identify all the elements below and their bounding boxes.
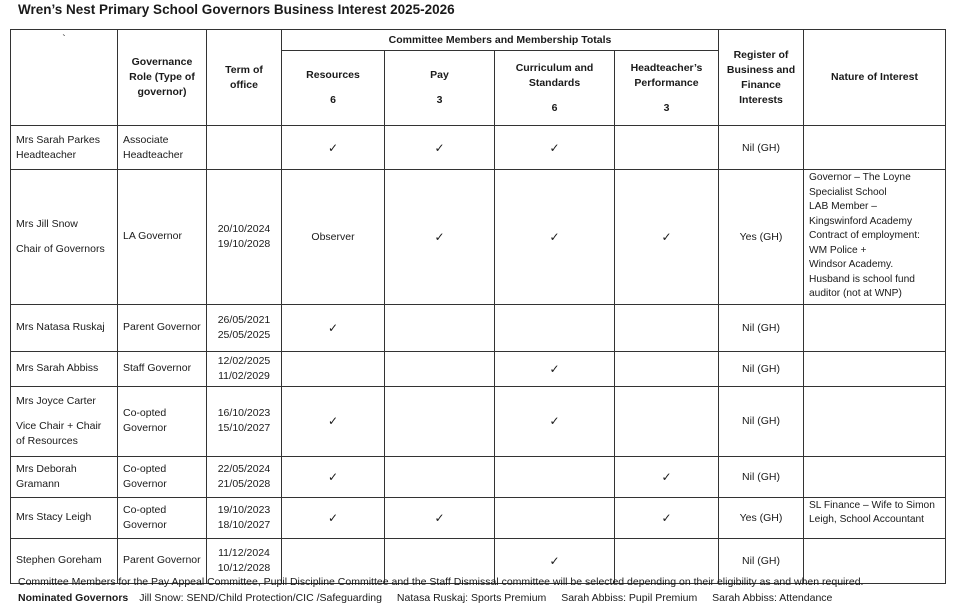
term-start: 26/05/2021 <box>217 313 271 326</box>
resources-membership <box>282 351 385 386</box>
governor-name: Mrs Stacy Leigh <box>16 511 92 523</box>
nominated-governors <box>18 592 844 604</box>
governance-role: LA Governor <box>118 170 207 305</box>
governor-position: Headteacher <box>16 148 77 161</box>
curriculum-membership: ✓ <box>495 351 615 386</box>
register-interest: Nil (GH) <box>719 538 804 583</box>
register-interest: Nil (GH) <box>719 126 804 170</box>
term-of-office <box>207 351 282 386</box>
committee-name: Curriculum and Standards <box>515 61 594 89</box>
governance-role: Associate Headteacher <box>118 126 207 170</box>
committee-header-resources <box>282 51 385 126</box>
term-header: Term of office <box>207 30 282 126</box>
nature-line: Contract of employment: <box>809 230 920 241</box>
curriculum-membership: ✓ <box>495 386 615 456</box>
term-end: 11/02/2029 <box>218 369 270 382</box>
term-start: 20/10/2024 <box>217 222 271 235</box>
term-of-office <box>207 170 282 305</box>
term-of-office <box>207 386 282 456</box>
resources-membership: ✓ <box>282 456 385 497</box>
register-interest: Yes (GH) <box>719 170 804 305</box>
register-interest: Nil (GH) <box>719 351 804 386</box>
nature-line: Governor – The Loyne <box>809 172 911 183</box>
term-of-office <box>207 456 282 497</box>
pay-membership: ✓ <box>385 170 495 305</box>
headteacher-performance-membership: ✓ <box>615 170 719 305</box>
committee-total: 3 <box>663 101 670 114</box>
nature-of-interest <box>804 126 946 170</box>
resources-membership: ✓ <box>282 304 385 351</box>
governor-name-cell <box>11 456 118 497</box>
resources-membership: Observer <box>282 170 385 305</box>
committee-total: 6 <box>551 101 558 114</box>
page-title: Wren’s Nest Primary School Governors Business Interest 2025-2026 <box>18 2 455 17</box>
governor-row <box>11 304 946 351</box>
committee-header-curriculum <box>495 51 615 126</box>
governor-name: Mrs Jill Snow <box>16 217 78 230</box>
resources-membership: ✓ <box>282 126 385 170</box>
governor-position: Vice Chair + Chair of Resources <box>16 419 102 447</box>
term-end: 25/05/2025 <box>217 328 271 341</box>
pay-membership <box>385 456 495 497</box>
nature-line: LAB Member – <box>809 201 877 212</box>
term-end: 18/10/2027 <box>217 518 271 531</box>
governance-role: Co-opted Governor <box>118 497 207 538</box>
headteacher-performance-membership <box>615 126 719 170</box>
governor-name-cell <box>11 386 118 456</box>
nature-of-interest <box>804 351 946 386</box>
term-end: 21/05/2028 <box>217 477 271 490</box>
nature-of-interest <box>804 386 946 456</box>
governor-name: Mrs Sarah Parkes <box>16 133 101 146</box>
resources-membership: ✓ <box>282 497 385 538</box>
governors-table <box>10 29 946 584</box>
term-start: 16/10/2023 <box>217 407 271 419</box>
headteacher-performance-membership: ✓ <box>615 497 719 538</box>
committee-name: Headteacher’s Performance <box>630 61 703 89</box>
term-of-office <box>207 497 282 538</box>
curriculum-membership <box>495 497 615 538</box>
nature-line: Specialist School <box>809 186 887 198</box>
headteacher-performance-membership <box>615 351 719 386</box>
corner-header: ` <box>11 30 118 126</box>
governor-row <box>11 126 946 170</box>
committee-total: 3 <box>436 94 443 106</box>
committee-total: 6 <box>330 94 336 106</box>
nominated-item: Natasa Ruskaj: Sports Premium <box>396 592 547 604</box>
register-interest: Yes (GH) <box>719 497 804 538</box>
headteacher-performance-membership: ✓ <box>615 456 719 497</box>
register-interest: Nil (GH) <box>719 386 804 456</box>
nominated-item: Sarah Abbiss: Pupil Premium <box>561 592 698 604</box>
nature-line: Windsor Academy. <box>809 259 894 270</box>
nature-of-interest <box>804 304 946 351</box>
nature-of-interest <box>804 497 946 538</box>
register-interest: Nil (GH) <box>719 304 804 351</box>
term-start: 19/10/2023 <box>217 503 271 516</box>
governor-name-cell <box>11 351 118 386</box>
curriculum-membership: ✓ <box>495 538 615 583</box>
register-interest: Nil (GH) <box>719 456 804 497</box>
footer-note: Committee Members for the Pay Appeal Committee, Pupil Discipline Committee and the Staff Dismissal committee will be selected depending on their eligibility as and when required. <box>18 576 864 588</box>
pay-membership <box>385 351 495 386</box>
governance-role: Staff Governor <box>118 351 207 386</box>
governance-role: Parent Governor <box>118 304 207 351</box>
governor-name: Mrs Deborah Gramann <box>16 462 77 490</box>
curriculum-membership: ✓ <box>495 170 615 305</box>
term-start: 11/12/2024 <box>218 546 270 559</box>
governor-name: Mrs Joyce Carter <box>16 394 96 407</box>
committee-header-pay <box>385 51 495 126</box>
governor-row <box>11 170 946 305</box>
nature-line: auditor (not at WNP) <box>809 288 902 299</box>
pay-membership <box>385 386 495 456</box>
governor-name-cell <box>11 497 118 538</box>
resources-membership: ✓ <box>282 386 385 456</box>
nature-line: WM Police + <box>809 244 867 256</box>
headteacher-performance-membership <box>615 304 719 351</box>
term-start: 22/05/2024 <box>217 462 271 475</box>
governance-role: Co-opted Governor <box>118 456 207 497</box>
nominated-item: Sarah Abbiss: Attendance <box>712 592 833 604</box>
term-of-office <box>207 126 282 170</box>
pay-membership: ✓ <box>385 126 495 170</box>
nature-line: SL Finance – Wife to Simon <box>809 499 935 511</box>
term-end: 15/10/2027 <box>217 422 271 434</box>
curriculum-membership: ✓ <box>495 126 615 170</box>
headteacher-performance-membership <box>615 386 719 456</box>
governance-role: Co-opted Governor <box>118 386 207 456</box>
pay-membership: ✓ <box>385 497 495 538</box>
nature-of-interest <box>804 170 946 305</box>
nominated-item: Jill Snow: SEND/Child Protection/CIC /Safeguarding <box>139 592 382 604</box>
governor-name-cell <box>11 304 118 351</box>
role-header: Governance Role (Type of governor) <box>118 30 207 126</box>
governance-role: Parent Governor <box>118 538 207 583</box>
nature-of-interest <box>804 456 946 497</box>
term-of-office <box>207 304 282 351</box>
governor-row <box>11 351 946 386</box>
term-end: 19/10/2028 <box>217 237 271 250</box>
governor-row <box>11 497 946 538</box>
register-header: Register of Business and Finance Interests <box>719 30 804 126</box>
governor-row <box>11 386 946 456</box>
nominated-label: Nominated Governors <box>18 592 129 604</box>
term-end: 10/12/2028 <box>217 561 271 574</box>
committee-header-headteacher-performance <box>615 51 719 126</box>
pay-membership <box>385 304 495 351</box>
governor-name: Stephen Goreham <box>16 554 102 566</box>
curriculum-membership <box>495 456 615 497</box>
governor-name-cell <box>11 126 118 170</box>
curriculum-membership <box>495 304 615 351</box>
committee-name: Resources <box>306 69 360 81</box>
nature-line: Husband is school fund <box>809 273 915 285</box>
nature-line: Kingswinford Academy <box>809 215 913 227</box>
term-start: 12/02/2025 <box>217 354 271 367</box>
governor-name: Mrs Natasa Ruskaj <box>16 321 105 333</box>
governor-name: Mrs Sarah Abbiss <box>16 362 99 374</box>
committee-group-header: Committee Members and Membership Totals <box>282 30 719 51</box>
nature-line: Leigh, School Accountant <box>809 514 924 525</box>
governor-position: Chair of Governors <box>16 242 105 255</box>
nature-header: Nature of Interest <box>804 30 946 126</box>
governor-row <box>11 456 946 497</box>
governor-name-cell <box>11 170 118 305</box>
committee-name: Pay <box>430 69 449 81</box>
